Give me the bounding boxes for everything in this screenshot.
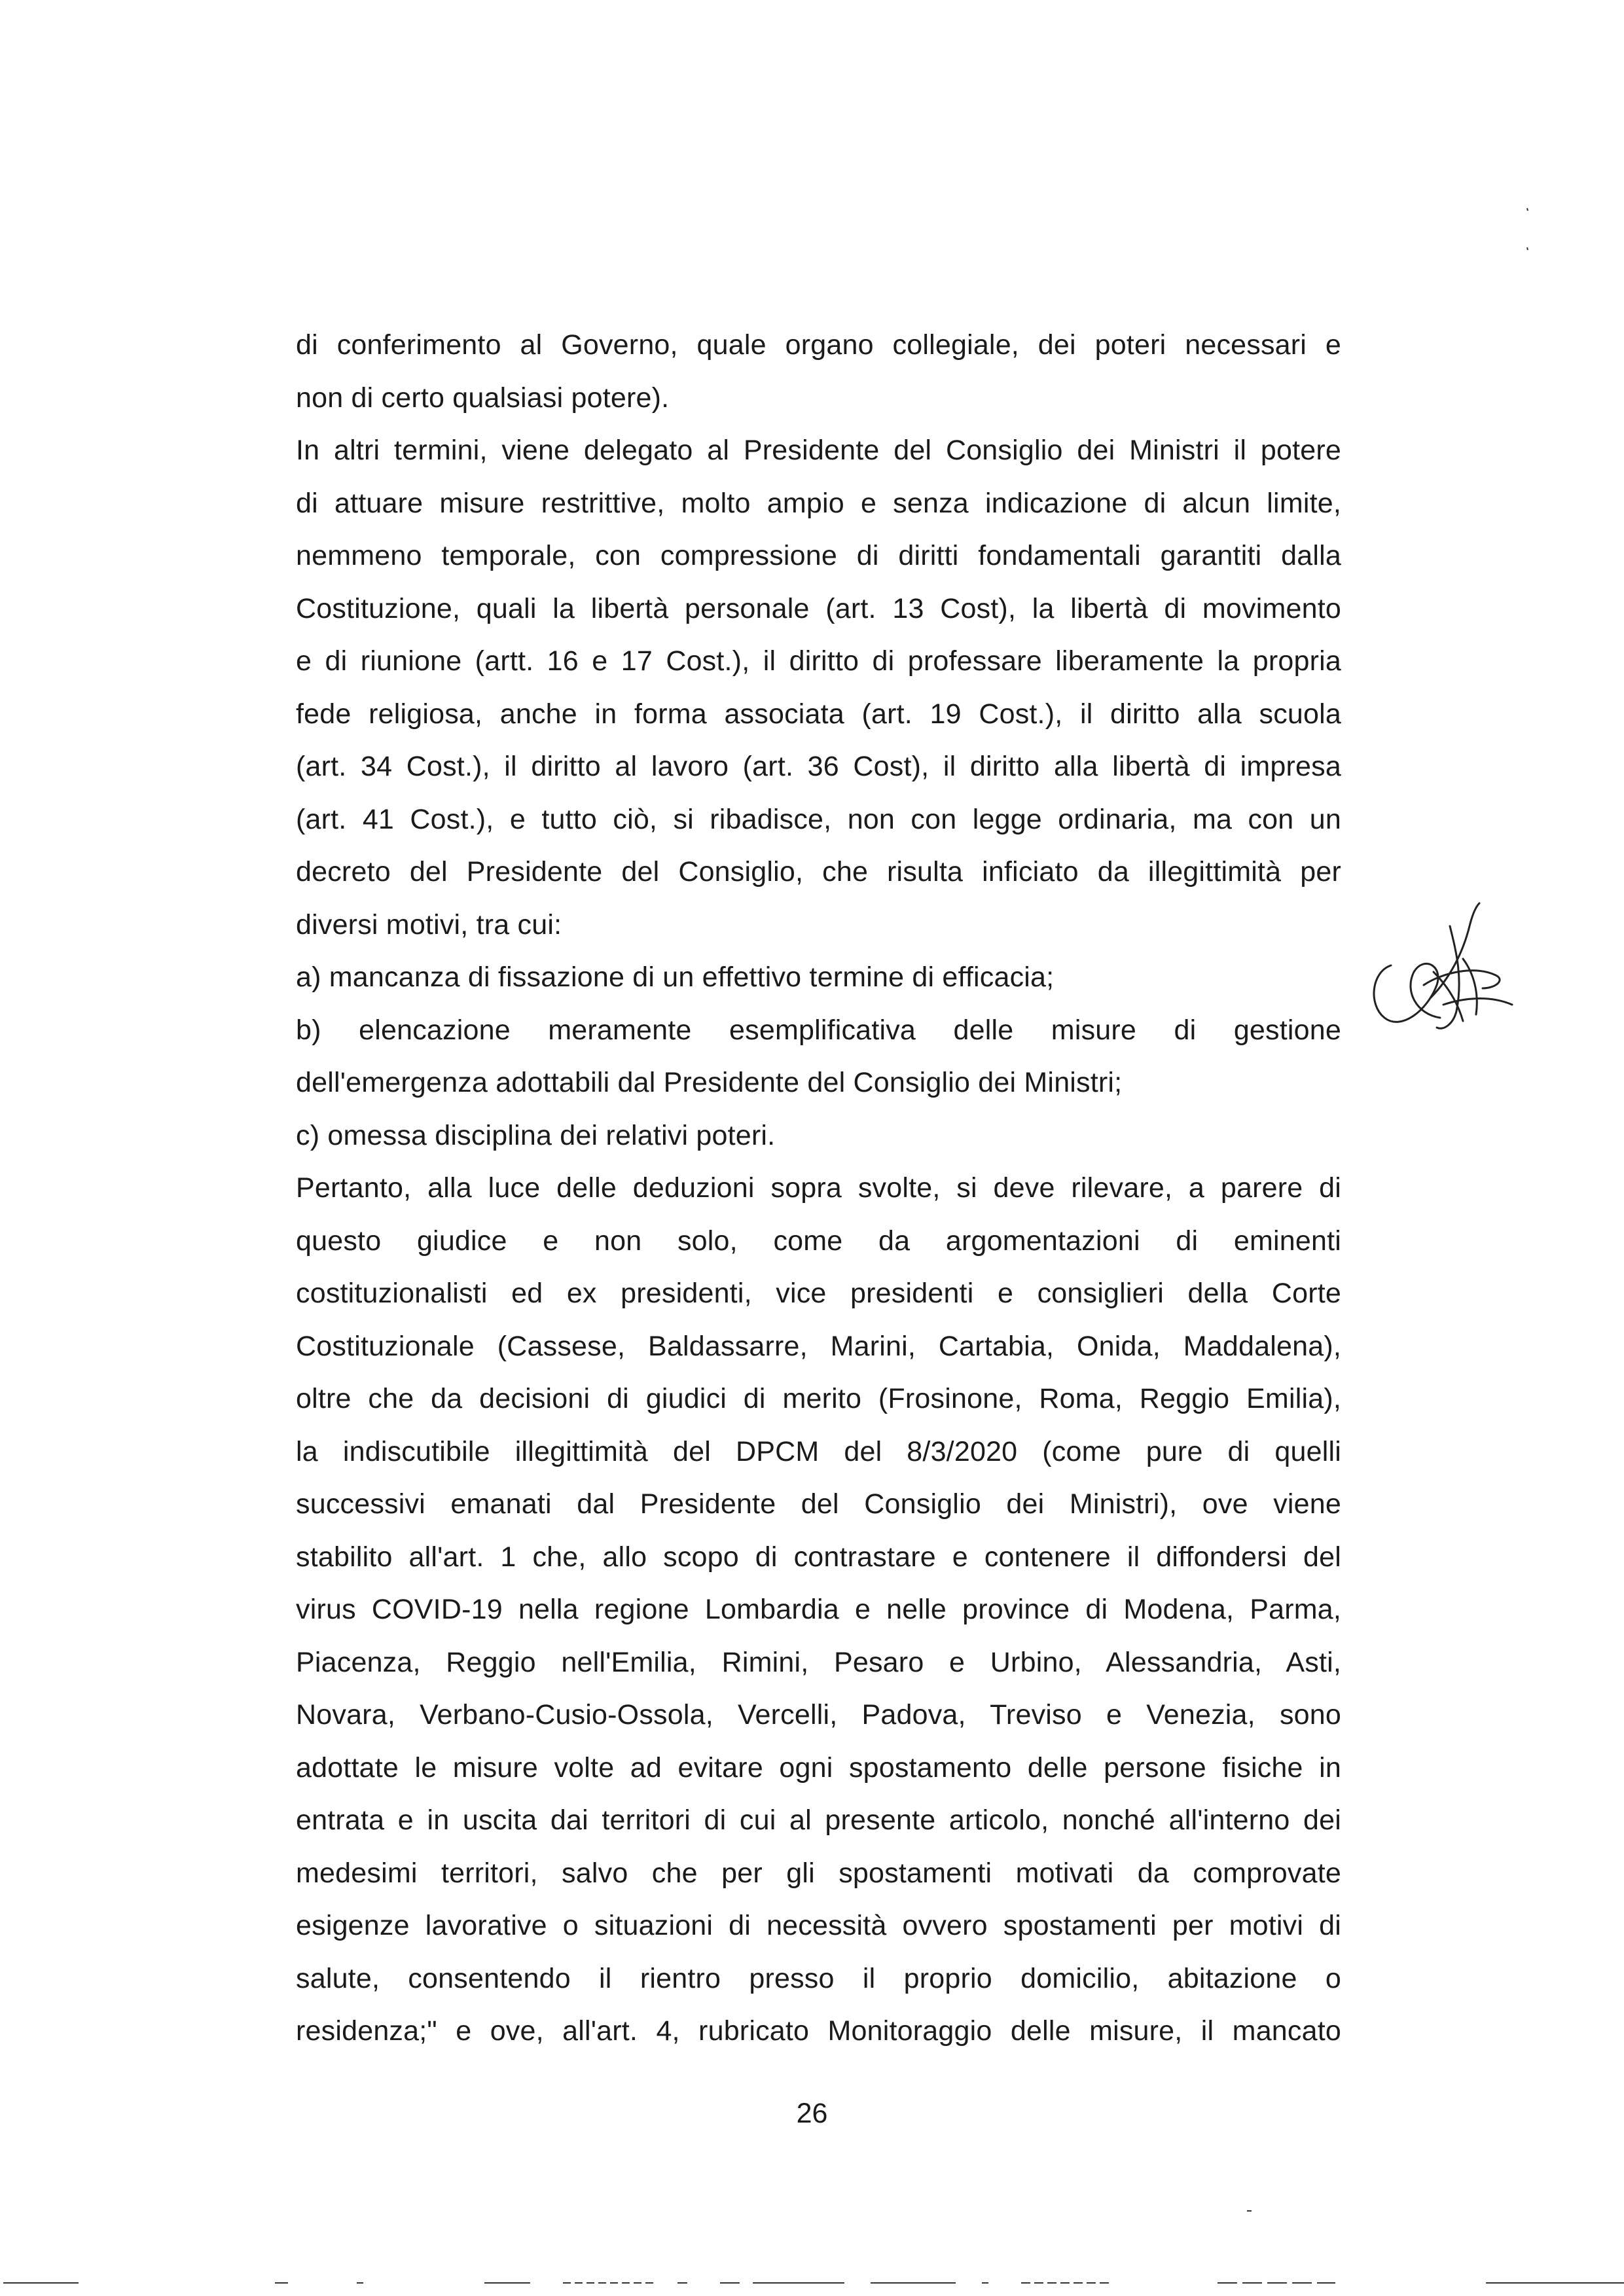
text-line: (art. 34 Cost.), il diritto al lavoro (art. 36 Cost), il diritto alla libertà di impresa — [296, 751, 1341, 782]
text-line: entrata e in uscita dai territori di cui al presente articolo, nonché all'interno dei — [296, 1804, 1341, 1836]
page-number: 26 — [796, 2098, 828, 2129]
text-line: salute, consentendo il rientro presso il proprio domicilio, abitazione o — [296, 1962, 1341, 1994]
text-line: non di certo qualsiasi potere). — [296, 382, 670, 414]
text-line: In altri termini, viene delegato al Presidente del Consiglio dei Ministri il potere — [296, 435, 1341, 466]
text-line: Pertanto, alla luce delle deduzioni sopra svolte, si deve rilevare, a parere di — [296, 1172, 1341, 1204]
text-line: c) omessa disciplina dei relativi poteri. — [296, 1119, 776, 1151]
text-line: la indiscutibile illegittimità del DPCM del 8/3/2020 (come pure di quelli — [296, 1435, 1341, 1467]
text-line: (art. 41 Cost.), e tutto ciò, si ribadisce, non con legge ordinaria, ma con un — [296, 803, 1341, 835]
body-text — [296, 319, 1341, 2058]
text-line: nemmeno temporale, con compressione di diritti fondamentali garantiti dalla — [296, 540, 1341, 571]
text-line: Novara, Verbano-Cusio-Ossola, Vercelli, Padova, Treviso e Venezia, sono — [296, 1699, 1341, 1731]
text-line: residenza;" e ove, all'art. 4, rubricato Monitoraggio delle misure, il mancato — [296, 2015, 1341, 2047]
text-line: Piacenza, Reggio nell'Emilia, Rimini, Pesaro e Urbino, Alessandria, Asti, — [296, 1646, 1341, 1678]
text-line: decreto del Presidente del Consiglio, che risulta inficiato da illegittimità per — [296, 856, 1341, 888]
text-line: di attuare misure restrittive, molto ampio e senza indicazione di alcun limite, — [296, 487, 1341, 519]
text-line: fede religiosa, anche in forma associata (art. 19 Cost.), il diritto alla scuola — [296, 698, 1341, 730]
text-line: Costituzionale (Cassese, Baldassarre, Marini, Cartabia, Onida, Maddalena), — [296, 1330, 1341, 1362]
text-line: Costituzione, quali la libertà personale (art. 13 Cost), la libertà di movimento — [296, 592, 1341, 624]
text-line: costituzionalisti ed ex presidenti, vice presidenti e consiglieri della Corte — [296, 1278, 1341, 1309]
text-line: e di riunione (artt. 16 e 17 Cost.), il diritto di professare liberamente la propria — [296, 645, 1341, 677]
text-line: esigenze lavorative o situazioni di necessità ovvero spostamenti per motivi di — [296, 1910, 1341, 1941]
text-line: di conferimento al Governo, quale organo collegiale, dei poteri necessari e — [296, 329, 1341, 361]
text-line: a) mancanza di fissazione di un effettivo termine di efficacia; — [296, 961, 1055, 993]
text-line: stabilito all'art. 1 che, allo scopo di contrastare e contenere il diffondersi del — [296, 1541, 1341, 1573]
handwritten-signature — [1365, 900, 1522, 1050]
text-line: diversi motivi, tra cui: — [296, 908, 562, 941]
text-line: adottate le misure volte ad evitare ogni spostamento delle persone fisiche in — [296, 1751, 1341, 1784]
text-line: successivi emanati dal Presidente del Consiglio dei Ministri), ove viene — [296, 1488, 1341, 1520]
text-line: questo giudice e non solo, come da argomentazioni di eminenti — [296, 1225, 1341, 1257]
text-line: b) elencazione meramente esemplificativa delle misure di gestione — [296, 1014, 1341, 1046]
text-line: medesimi territori, salvo che per gli spostamenti motivati da comprovate — [296, 1857, 1341, 1889]
text-line: dell'emergenza adottabili dal Presidente del Consiglio dei Ministri; — [296, 1067, 1123, 1098]
text-line: virus COVID-19 nella regione Lombardia e nelle province di Modena, Parma, — [296, 1594, 1341, 1625]
text-line: oltre che da decisioni di giudici di merito (Frosinone, Roma, Reggio Emilia), — [296, 1383, 1341, 1414]
